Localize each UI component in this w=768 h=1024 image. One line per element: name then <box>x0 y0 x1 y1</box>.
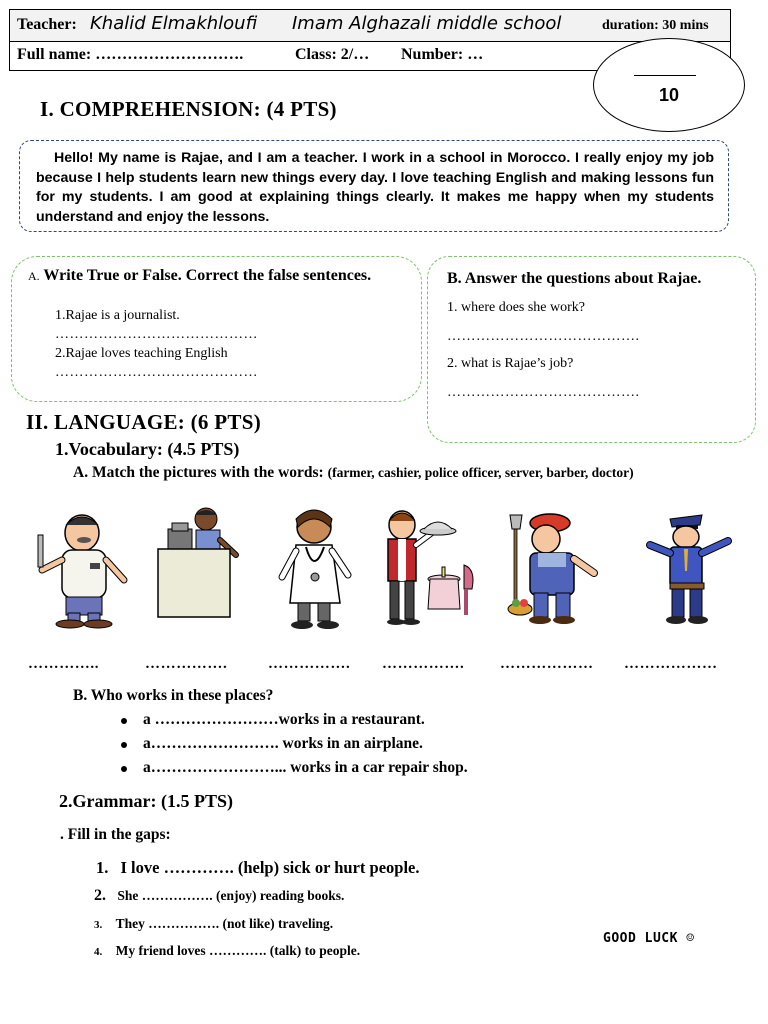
comprehension-title: I. COMPREHENSION: (4 PTS) <box>40 97 337 121</box>
fill-heading: . Fill in the gaps: <box>60 826 171 843</box>
fill-item-1-text: I love …………. (help) sick or hurt people. <box>120 858 420 877</box>
vocabulary-title: 1.Vocabulary: (4.5 PTS) <box>55 439 240 459</box>
reading-passage: Hello! My name is Rajae, and I am a teacher. I work in a school in Morocco. I really enjoy my job because I help students learn new things every day. I love teaching English and making lessons fun for my students. I am good at explaining things clearly. It makes me happy when my students understand and enjoy the lessons. <box>36 150 714 225</box>
task-b-item-1: 1. where does she work? <box>447 300 586 315</box>
fill-item-2-number: 2. <box>94 887 106 904</box>
fill-item-4[interactable] <box>94 943 360 959</box>
number-field[interactable]: Number: … <box>401 46 484 63</box>
task-b-box <box>427 256 756 443</box>
match-b-item-2 <box>121 735 541 753</box>
fill-item-2[interactable] <box>94 887 344 905</box>
score-oval <box>593 38 745 132</box>
task-b-heading: B. Answer the questions about Rajae. <box>447 270 702 287</box>
bullet-icon <box>121 718 127 724</box>
task-a-answer-2[interactable]: …………………………………… <box>55 365 258 380</box>
fill-item-2-text: She ……………. (enjoy) reading books. <box>117 888 345 903</box>
match-b-item-3 <box>121 759 541 777</box>
teacher-label: Teacher: <box>17 16 77 33</box>
match-b-item-2-text[interactable]: a……………………. works in an airplane. <box>143 735 423 752</box>
match-blank-3[interactable]: ……………. <box>268 656 351 672</box>
farmer-icon <box>500 505 610 635</box>
class-field[interactable]: Class: 2/… <box>295 46 370 63</box>
fill-item-4-number: 4. <box>94 946 103 958</box>
match-a-heading-text: A. Match the pictures with the words: <box>73 464 324 481</box>
grammar-title: 2.Grammar: (1.5 PTS) <box>59 791 233 811</box>
match-blank-4[interactable]: ……………. <box>382 656 465 672</box>
task-a-heading-text: Write True or False. Correct the false sentences. <box>43 267 372 284</box>
bullet-icon <box>121 766 127 772</box>
fill-item-4-text: My friend loves …………. (talk) to people. <box>115 943 361 958</box>
cashier-icon <box>148 505 258 635</box>
task-a-item-1: 1.Rajae is a journalist. <box>55 308 180 323</box>
match-b-item-1-text[interactable]: a ……………………works in a restaurant. <box>143 711 425 728</box>
task-a-heading <box>28 267 371 285</box>
fill-item-1[interactable] <box>96 858 420 878</box>
police-officer-icon <box>636 505 746 635</box>
teacher-name: Khalid Elmakhloufi <box>90 13 258 34</box>
match-a-heading <box>73 464 634 482</box>
header-row-top <box>10 10 730 42</box>
duration: duration: 30 mins <box>602 18 709 33</box>
language-title: II. LANGUAGE: (6 PTS) <box>26 410 261 434</box>
full-name-field[interactable]: Full name: ………………………. <box>17 46 244 63</box>
doctor-icon <box>268 505 378 635</box>
task-b-item-2: 2. what is Rajae’s job? <box>447 356 574 371</box>
match-b-item-1 <box>121 711 541 729</box>
score-line[interactable] <box>634 75 696 76</box>
match-b-heading: B. Who works in these places? <box>73 687 274 704</box>
match-blank-6[interactable]: ……………… <box>624 656 718 672</box>
match-blank-1[interactable]: ………….. <box>28 656 100 672</box>
task-b-answer-1[interactable]: …………………………………. <box>447 329 640 344</box>
good-luck-message: GOOD LUCK ☺ <box>603 931 695 946</box>
barber-icon <box>22 505 132 635</box>
task-a-box <box>11 256 422 402</box>
task-a-answer-1[interactable]: …………………………………… <box>55 327 258 342</box>
reading-passage-box <box>19 140 729 232</box>
fill-item-3[interactable] <box>94 916 333 932</box>
score-total: 10 <box>658 85 680 105</box>
school-name: Imam Alghazali middle school <box>292 13 562 34</box>
server-icon <box>372 505 482 635</box>
match-a-word-bank: (farmer, cashier, police officer, server, barber, doctor) <box>327 465 634 480</box>
match-blank-2[interactable]: ……………. <box>145 656 228 672</box>
match-b-item-3-text[interactable]: a……………………... works in a car repair shop. <box>143 759 468 776</box>
task-b-answer-2[interactable]: …………………………………. <box>447 385 640 400</box>
task-a-item-2: 2.Rajae loves teaching English <box>55 346 228 361</box>
fill-item-1-number: 1. <box>96 858 109 877</box>
fill-item-3-number: 3. <box>94 919 103 931</box>
match-blank-5[interactable]: ……………… <box>500 656 594 672</box>
fill-item-3-text: They ……………. (not like) traveling. <box>115 916 334 931</box>
bullet-icon <box>121 742 127 748</box>
task-a-letter: A. <box>28 269 40 283</box>
